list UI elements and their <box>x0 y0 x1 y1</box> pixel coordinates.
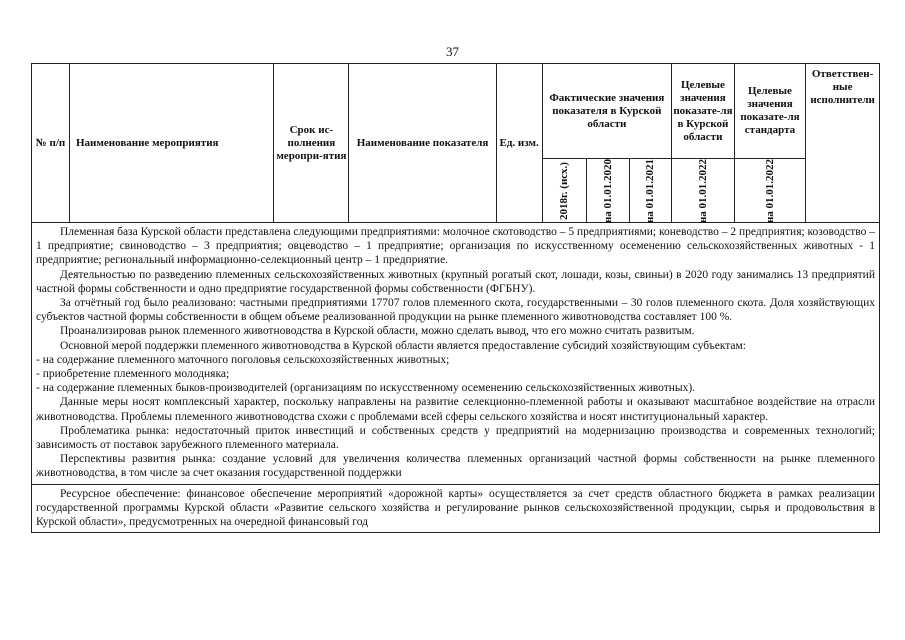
paragraph: Проблематика рынка: недостаточный приток инвестиций и собственных средств у предприятий на модернизацию производства и современных технологий; зависимость от поставок зарубежного племенного материала. <box>36 424 875 452</box>
header-col-2020 <box>587 159 629 223</box>
section-breeding-base <box>32 223 880 485</box>
list-item: - приобретение племенного молодняка; <box>36 368 230 381</box>
section-resource-support <box>32 484 880 533</box>
col-2021-label: на 01.01.2021 <box>644 158 657 223</box>
header-indicator-name: Наименование показателя <box>349 64 496 223</box>
paragraph: Ресурсное обеспечение: финансовое обеспечение мероприятий «дорожной карты» осуществляется за счет средств областного бюджета в рамках реализации государственной программы Курской области «Развитие сельского хозяйства и регулирование рынков сельскохозяйственной продукции, сырья и продовольствия в Курской области», предусмотренных на очередной финансовый год <box>36 487 875 529</box>
roadmap-table <box>31 63 880 533</box>
paragraph: Данные меры носят комплексный характер, поскольку направлены на развитие селекционно-племенной работы и оказывают масштабное воздействие на отрасли животноводства. Проблемы племенного животноводства схожи с проблемами всей сферы сельского хозяйства и носят институциональный характер. <box>36 396 875 423</box>
header-deadline: Срок ис-полнения меропри-ятия <box>274 64 349 223</box>
paragraph: Основной мерой поддержки племенного животноводства в Курской области является предоставление субсидий хозяйствующим субъектам: <box>60 339 746 352</box>
header-col-target-kursk <box>672 159 735 223</box>
col-target-kursk-label: на 01.01.2022 <box>696 158 709 223</box>
header-activity-name: Наименование мероприятия <box>69 64 273 223</box>
header-responsible: Ответствен-ные исполнители <box>806 64 880 223</box>
header-actual-values: Фактические значения показателя в Курской области <box>542 64 672 159</box>
col-2018-label: 2018г. (исх.) <box>558 161 571 220</box>
col-2020-label: на 01.01.2020 <box>601 158 614 223</box>
paragraph: Перспективы развития рынка: создание условий для увеличения количества племенных организаций частной формы собственности на рынке племенного животноводства, в том числе за счет оказания государственной поддержки <box>36 453 875 480</box>
header-target-kursk: Целевые значения показате-ля в Курской области <box>672 64 735 159</box>
header-col-target-standard <box>734 159 806 223</box>
paragraph: Проанализировав рынок племенного животноводства в Курской области, можно сделать вывод, что его можно считать развитым. <box>60 325 695 338</box>
header-col-2018 <box>542 159 587 223</box>
col-target-standard-label: на 01.01.2022 <box>763 158 776 223</box>
paragraph: Деятельностью по разведению племенных сельскохозяйственных животных (крупный рогатый скот, лошади, козы, свиньи) в 2020 году занимались 13 предприятий частной формы собственности и одно предприятие государственной формы собственности (ФГБНУ). <box>36 268 875 295</box>
page-number: 37 <box>446 44 459 59</box>
paragraph: Племенная база Курской области представлена следующими предприятиями: молочное скотоводство – 5 предприятиями; коневодство – 2 предприятия; козоводство – 1 предприятие; свиноводство – 3 предприятия; овцеводство – 1 предприятие; организация по искусственному осеменению сельскохозяйственных животных - 1 предприятие; региональный информационно-селекционный центр – 1 предприятие. <box>36 226 876 267</box>
paragraph: За отчётный год было реализовано: частными предприятиями 17707 голов племенного скота, государственными – 30 голов племенного скота. Доля хозяйствующих субъектов частной формы собственности в общем объеме реализованной продукции на рынке племенного животноводства составляет 100 %. <box>36 297 875 324</box>
list-item: - на содержание племенного маточного поголовья сельскохозяйственных животных; <box>36 353 450 366</box>
header-unit: Ед. изм. <box>496 64 542 223</box>
header-col-2021 <box>629 159 671 223</box>
header-num: № п/п <box>32 64 70 223</box>
header-target-standard: Целевые значения показате-ля стандарта <box>734 64 806 159</box>
list-item: - на содержание племенных быков-производителей (организациям по искусственному осеменению сельскохозяйственных животных). <box>36 382 696 395</box>
